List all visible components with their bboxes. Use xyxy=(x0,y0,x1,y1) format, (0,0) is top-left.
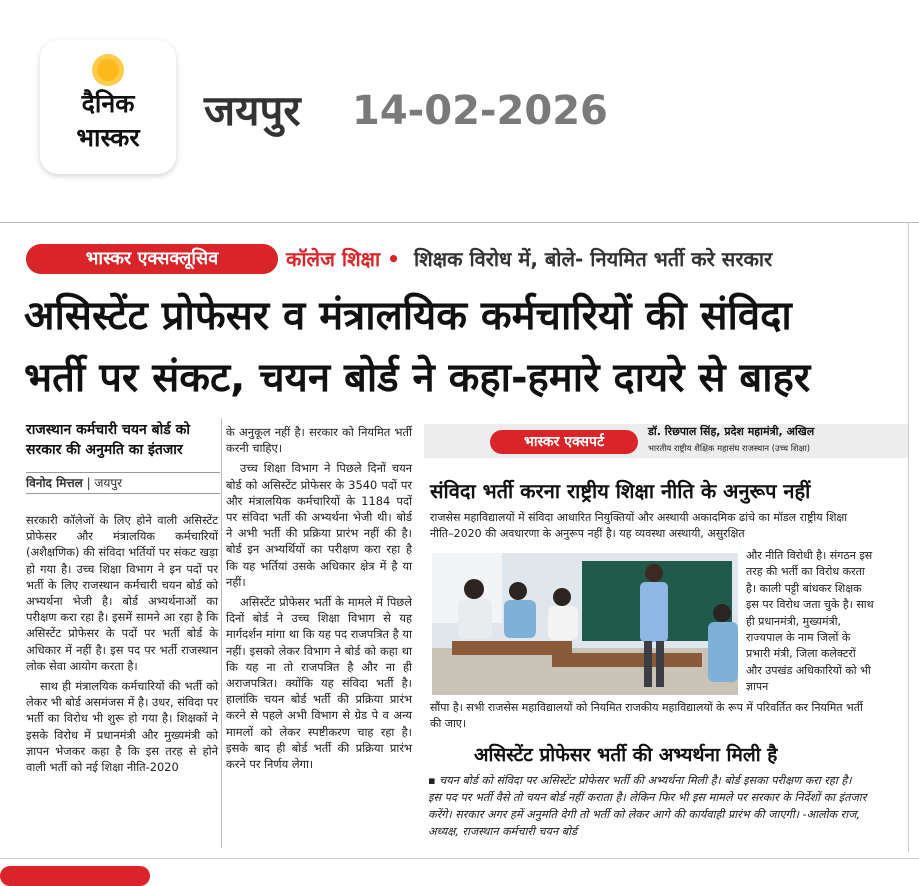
left-story-body xyxy=(26,512,218,779)
board-note-quote: ▪ चयन बोर्ड को संविदा पर असिस्टेंट प्रोफेसर भर्ती की अभ्यर्थना मिली है। बोर्ड इसका परीक्षण करा रहा है। इस पद पर भर्ती वैसे तो चयन बोर्ड नहीं कराता है। लेकिन फिर भी इस मामले पर सरकार के निर्देशों का इंतजार करेंगे। सरकार अगर हमें अनुमति देगी तो भर्ती को लेकर आगे की कार्यवाही प्रारंभ की जाएगी। -आलोक राज, अध्यक्ष, राजस्थान कर्मचारी चयन बोर्ड xyxy=(428,774,867,838)
column-divider xyxy=(221,418,222,848)
expert-badge: भास्कर एक्सपर्ट xyxy=(490,430,638,454)
expert-closing: सौंपा है। सभी राजसेस महाविद्यालयों को नियमित राजकीय महाविद्यालयों के रूप में परिवर्तित कर नियमित भर्ती की जाए। xyxy=(430,701,863,731)
expert-intro: राजसेस महाविद्यालयों में संविदा आधारित नियुक्तियों और अस्थायी अकादमिक ढांचे का मॉडल राष्ट्रीय शिक्षा नीति–2020 की अवधारणा के अनुरूप नहीं है। यह व्यवस्था अस्थायी, असुरक्षित xyxy=(430,511,848,541)
edition-city: जयपुर xyxy=(204,86,301,135)
expert-role: भारतीय राष्ट्रीय शैक्षिक महासंघ राजस्थान (उच्च शिक्षा) xyxy=(648,443,811,453)
headline-line1: असिस्टेंट प्रोफेसर व मंत्रालयिक कर्मचारियों की संविदा xyxy=(24,293,792,339)
middle-paragraph: के अनुकूल नहीं है। सरकार को नियमित भर्ती करनी चाहिए। xyxy=(226,425,412,456)
classroom-photo xyxy=(432,553,738,695)
top-divider xyxy=(0,222,919,223)
byline-name: विनोद मित्तल xyxy=(26,476,83,490)
bottom-divider xyxy=(0,858,919,859)
expert-side-text: और नीति विरोधी है। संगठन इस तरह की भर्ती का विरोध करता है। काली पट्टी बांधकर शिक्षक इस पर विरोध जता चुके है। साथ ही प्रधानमंत्री, मुख्यमंत्री, राज्यपाल के नाम जिलों के प्रभारी मंत्री, जिला कलेक्टरों और उपखंड अधिकारियों को भी ज्ञापन xyxy=(746,549,874,694)
left-story-heading: राजस्थान कर्मचारी चयन बोर्ड को सरकार की अनुमति का इंतजार xyxy=(26,422,191,458)
right-edge-divider xyxy=(908,222,909,852)
board-note-title: असिस्टेंट प्रोफेसर भर्ती की अभ्यर्थना मिली है xyxy=(474,744,778,766)
logo-text-line1: दैनिक xyxy=(81,89,135,118)
bottom-badge-fragment xyxy=(0,866,150,886)
expert-title: संविदा भर्ती करना राष्ट्रीय शिक्षा नीति के अनुरूप नहीं xyxy=(430,479,811,503)
logo-text-line2: भास्कर xyxy=(76,123,140,152)
byline xyxy=(26,472,220,494)
kicker-category: कॉलेज शिक्षा • xyxy=(286,247,400,271)
left-paragraph: साथ ही मंत्रालयिक कर्मचारियों की भर्ती को लेकर भी बोर्ड असमंजस में है। उधर, संविदा पर भर्ती का विरोध भी शुरू हो गया है। शिक्षकों ने इसके विरोध में प्रधानमंत्री और मुख्यमंत्री को ज्ञापन भेजकर कहा है कि इस तरह से होने वाली भर्ती को नई शिक्षा नीति-2020 xyxy=(26,679,218,775)
left-paragraph: सरकारी कॉलेजों के लिए होने वाली असिस्टेंट प्रोफेसर और मंत्रालयिक कर्मचारियों (अशैक्षणिक) की संविदा भर्तियों पर संकट खड़ा हो गया है। उच्च शिक्षा विभाग ने इन पदों पर भर्ती के लिए राजस्थान कर्मचारी चयन बोर्ड को अभ्यर्थना भेजी है। बोर्ड अभ्यर्थनाओं का परीक्षण करा रहा है। इसमें सामने आ रहा है कि असिस्टेंट प्रोफेसर के पदों पर भर्ती बोर्ड के अधिकार में नहीं है। इस पद पर भर्ती राजस्थान लोक सेवा आयोग करता है। xyxy=(26,513,218,673)
exclusive-badge: भास्कर एक्सक्लूसिव xyxy=(26,244,278,274)
byline-city: | जयपुर xyxy=(86,476,123,490)
middle-paragraph: उच्च शिक्षा विभाग ने पिछले दिनों चयन बोर्ड को असिस्टेंट प्रोफेसर के 3540 पदों पर और मंत्रालयिक कर्मचारियों के 1184 पदों पर संविदा भर्ती की अभ्यर्थना भेजी थी। बोर्ड ने अभी भर्ती की प्रक्रिया प्रारंभ नहीं की है। बोर्ड इन अभ्यर्थियों का परीक्षण करा रहा है कि यह भर्तियां उसके अधिकार क्षेत्र में है या नहीं। xyxy=(226,461,412,589)
edition-date: 14-02-2026 xyxy=(352,88,608,134)
expert-name: डॉ. रिछपाल सिंह, प्रदेश महामंत्री, अखिल xyxy=(648,425,815,438)
dainik-bhaskar-logo xyxy=(40,40,176,174)
middle-story-body xyxy=(226,424,412,776)
middle-paragraph: असिस्टेंट प्रोफेसर भर्ती के मामले में पिछले दिनों बोर्ड ने उच्च शिक्षा विभाग से यह मार्गदर्शन मांगा था कि यह पद राजपत्रित है या नहीं। इसको लेकर विभाग ने बोर्ड को कहा था कि यह ना तो राजपत्रित है और ना ही अराजपत्रित। क्योंकि यह संविदा भर्ती है। हालांकि चयन बोर्ड भर्ती की प्रक्रिया प्रारंभ करने से पहले अभी विभाग से ग्रेड पे व अन्य मामलों को लेकर स्पष्टीकरण चाह रहा है। इसके बाद ही बोर्ड भर्ती की प्रक्रिया प्रारंभ करने पर निर्णय लेगा। xyxy=(226,595,412,772)
kicker-subhead: शिक्षक विरोध में, बोले- नियमित भर्ती करे सरकार xyxy=(414,247,773,271)
sun-icon xyxy=(92,54,124,86)
headline-line2: भर्ती पर संकट, चयन बोर्ड ने कहा-हमारे दायरे से बाहर xyxy=(24,355,811,401)
classroom-illustration xyxy=(432,553,738,695)
